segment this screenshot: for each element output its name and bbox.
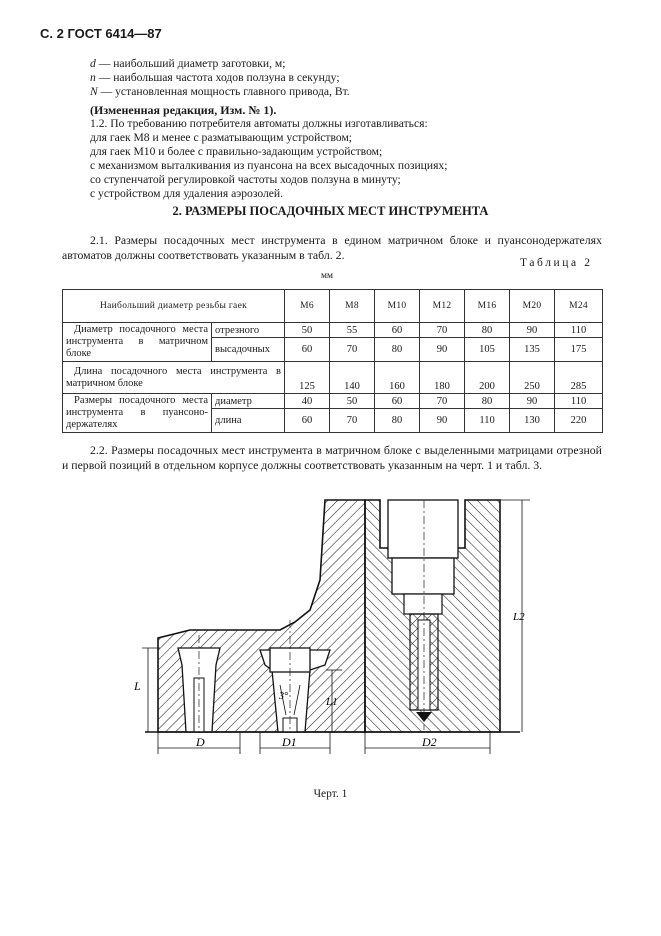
table-cell: 200 bbox=[465, 362, 510, 394]
requirement-line: для гаек М10 и более с правильно-задающим устройством; bbox=[90, 145, 383, 158]
table-cell: 285 bbox=[555, 362, 603, 394]
table-cell: 135 bbox=[510, 338, 555, 362]
table-2 bbox=[62, 289, 603, 433]
edition-note: (Измененная редакция, Изм. № 1). bbox=[90, 103, 277, 117]
table-row-group: Диаметр посадочного места инструмента в матричном блоке bbox=[63, 323, 212, 362]
label-L: L bbox=[134, 679, 141, 693]
table-cell: 60 bbox=[285, 338, 330, 362]
table-cell: 70 bbox=[330, 338, 375, 362]
table-cell: 105 bbox=[465, 338, 510, 362]
figure-caption: Черт. 1 bbox=[313, 788, 348, 800]
table-cell: 130 bbox=[510, 409, 555, 433]
table-cell: 175 bbox=[555, 338, 603, 362]
table-cell: 55 bbox=[330, 323, 375, 338]
label-L1: L1 bbox=[326, 696, 338, 708]
page-header: С. 2 ГОСТ 6414—87 bbox=[40, 26, 162, 41]
table-row-sub: длина bbox=[212, 409, 285, 433]
table-cell: 70 bbox=[330, 409, 375, 433]
table-cell: 70 bbox=[420, 323, 465, 338]
table-unit: мм bbox=[321, 271, 334, 281]
table-column-header: М12 bbox=[420, 290, 465, 323]
definition-d: d — наибольший диаметр заготовки, м; bbox=[90, 57, 286, 70]
table-cell: 80 bbox=[465, 323, 510, 338]
table-cell: 80 bbox=[375, 338, 420, 362]
requirement-line: с механизмом выталкивания из пуансона на всех высадочных позициях; bbox=[90, 159, 448, 172]
table-cell: 90 bbox=[420, 338, 465, 362]
table-row bbox=[63, 394, 603, 409]
table-cell: 90 bbox=[510, 394, 555, 409]
requirement-line: 1.2. По требованию потребителя автоматы должны изготавливаться: bbox=[90, 117, 428, 130]
table-column-header: М24 bbox=[555, 290, 603, 323]
requirement-line: для гаек М8 и менее с разматывающим устройством; bbox=[90, 131, 353, 144]
table-column-header: М20 bbox=[510, 290, 555, 323]
table-cell: 110 bbox=[465, 409, 510, 433]
definition-n: n — наибольшая частота ходов ползуна в секунду; bbox=[90, 71, 340, 84]
label-L2: L2 bbox=[513, 611, 525, 623]
table-column-header: М16 bbox=[465, 290, 510, 323]
section-title: 2. РАЗМЕРЫ ПОСАДОЧНЫХ МЕСТ ИНСТРУМЕНТА bbox=[172, 204, 489, 218]
label-angle: 3° bbox=[279, 691, 288, 702]
table-cell: 60 bbox=[375, 394, 420, 409]
table-cell: 60 bbox=[375, 323, 420, 338]
requirement-line: со ступенчатой регулировкой частоты ходов ползуна в минуту; bbox=[90, 173, 401, 186]
table-cell: 70 bbox=[420, 394, 465, 409]
paragraph-2-2: 2.2. Размеры посадочных мест инструмента в матричном блоке с выделенными матрицами отрезной и первой позиций в отдельном корпусе должны соответствовать указанным на черт. 1 и табл. 3. bbox=[62, 443, 602, 472]
table-column-header: М10 bbox=[375, 290, 420, 323]
table-cell: 110 bbox=[555, 394, 603, 409]
table-column-header: М6 bbox=[285, 290, 330, 323]
table-cell: 125 bbox=[285, 362, 330, 394]
label-D: D bbox=[196, 735, 205, 749]
table-row bbox=[63, 323, 603, 338]
requirement-line: с устройством для удаления аэрозолей. bbox=[90, 187, 284, 200]
table-cell: 40 bbox=[285, 394, 330, 409]
table-row-sub: высадочных bbox=[212, 338, 285, 362]
table-label: Таблица 2 bbox=[520, 257, 593, 269]
table-cell: 90 bbox=[420, 409, 465, 433]
table-cell: 50 bbox=[285, 323, 330, 338]
table-row bbox=[63, 362, 603, 394]
table-cell: 180 bbox=[420, 362, 465, 394]
table-row-sub: диаметр bbox=[212, 394, 285, 409]
paragraph-2-1: 2.1. Размеры посадочных мест инструмента в едином матричном блоке и пуансонодержателях автоматов должны соответствовать указанным в табл. 2. bbox=[62, 233, 602, 262]
table-header-row bbox=[63, 290, 603, 323]
table-cell: 220 bbox=[555, 409, 603, 433]
table-cell: 90 bbox=[510, 323, 555, 338]
definition-N: N — установленная мощность главного привода, Вт. bbox=[90, 85, 350, 98]
table-cell: 110 bbox=[555, 323, 603, 338]
table-cell: 80 bbox=[375, 409, 420, 433]
label-D2: D2 bbox=[422, 735, 437, 749]
table-cell: 50 bbox=[330, 394, 375, 409]
table-row-group: Размеры посадочного места инструмента в пуансоно-держателях bbox=[63, 394, 212, 433]
table-row-sub: отрезного bbox=[212, 323, 285, 338]
table-cell: 140 bbox=[330, 362, 375, 394]
table-row-group: Длина посадочного места инструмента в матричном блоке bbox=[63, 362, 285, 394]
table-cell: 160 bbox=[375, 362, 420, 394]
table-cell: 250 bbox=[510, 362, 555, 394]
technical-drawing bbox=[120, 490, 540, 765]
table-cell: 80 bbox=[465, 394, 510, 409]
label-D1: D1 bbox=[282, 735, 297, 749]
table-header-label: Наибольший диаметр резьбы гаек bbox=[63, 290, 285, 323]
table-cell: 60 bbox=[285, 409, 330, 433]
table-column-header: М8 bbox=[330, 290, 375, 323]
